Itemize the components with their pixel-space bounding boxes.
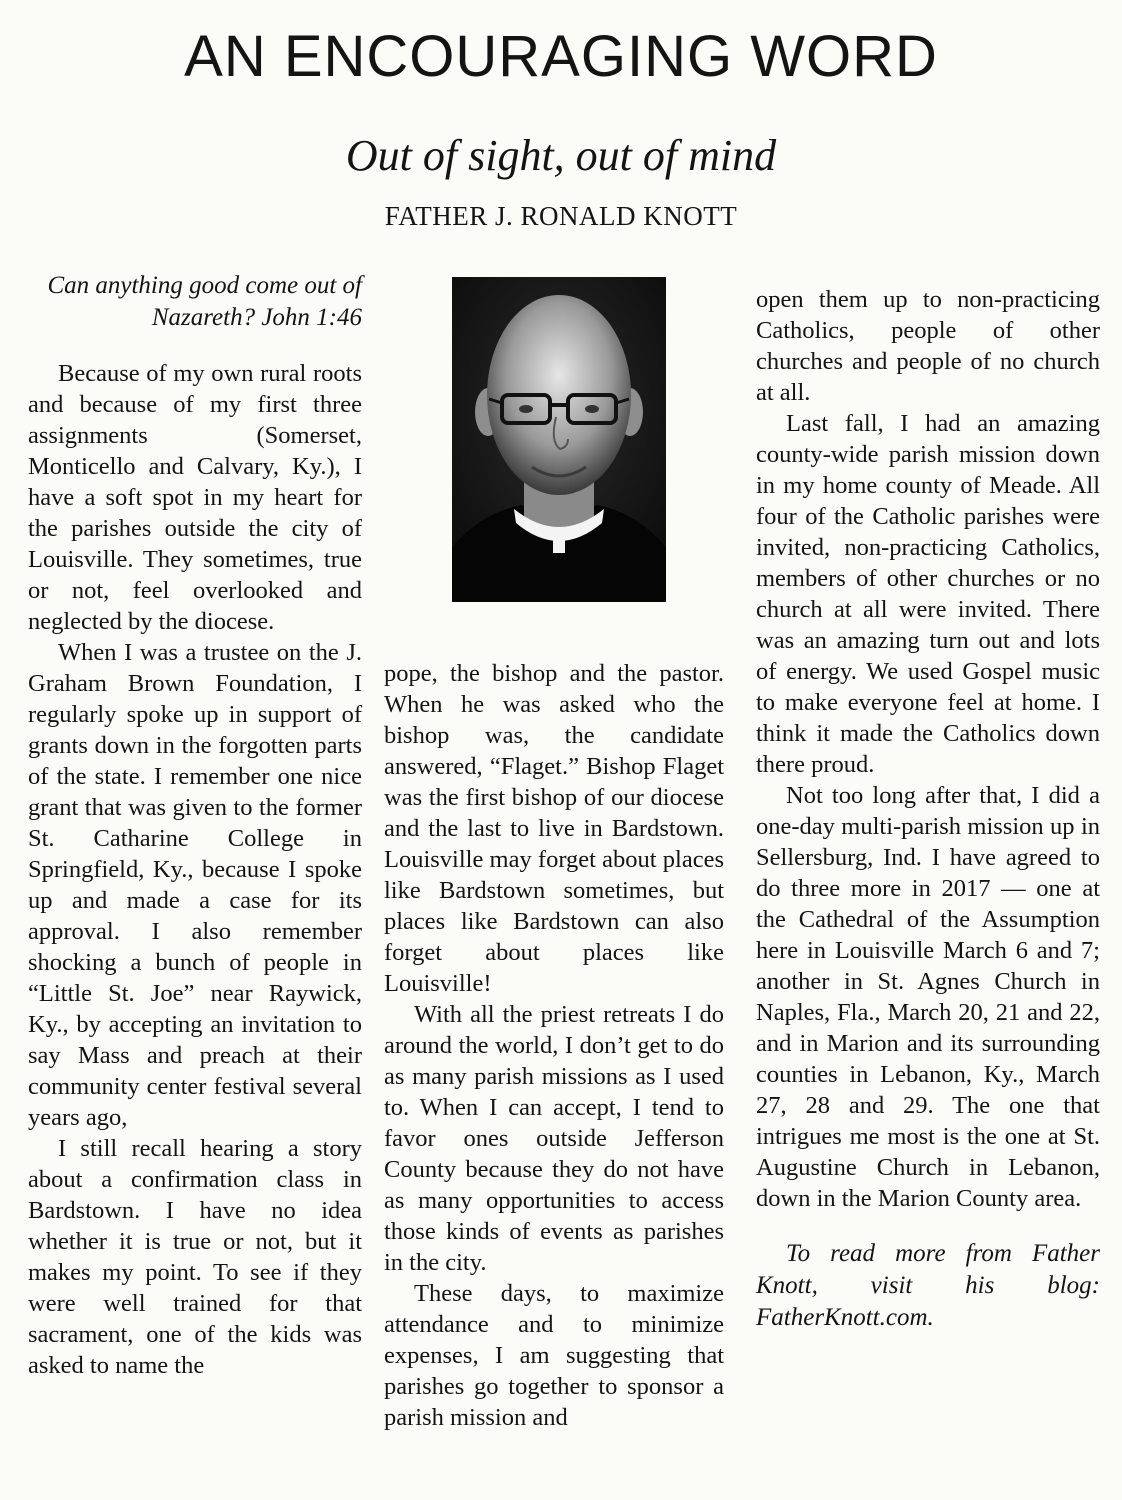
paragraph: Last fall, I had an amazing county-wide parish mission down in my home county of Meade. All four of the Catholic parishes were invited, non-practicing Catholics, members of other churches or no church at all were invited. There was an amazing turn out and lots of energy. We used Gospel music to make everyone feel at home. I think it made the Catholics down there proud. (756, 410, 1100, 778)
paragraph: Because of my own rural roots and because of my first three assignments (Somerset, Monticello and Calvary, Ky.), I have a soft spot in my heart for the parishes outside the city of Louisville. They sometimes, true or not, feel overlooked and neglected by the diocese. (28, 360, 362, 635)
paragraph: Not too long after that, I did a one-day multi-parish mission up in Sellersburg, Ind. I have agreed to do three more in 2017 — one at the Cathedral of the Assumption here in Louisville March 6 and 7; another in St. Agnes Church in Naples, Fla., March 20, 21 and 22, and in Marion and its surrounding counties in Lebanon, Ky., March 27, 28 and 29. The one that intrigues me most is the one at St. Augustine Church in Lebanon, down in the Marion County area. (756, 782, 1100, 1212)
paragraph: I still recall hearing a story about a confirmation class in Bardstown. I have no idea whether it is true or not, but it makes my point. To see if they were well trained for that sacrament, one of the kids was asked to name the (28, 1135, 362, 1379)
paragraph: pope, the bishop and the pastor. When he was asked who the bishop was, the candidate answered, “Flaget.” Bishop Flaget was the first bishop of our diocese and the last to live in Bardstown. Louisville may forget about places like Bardstown sometimes, but places like Bardstown can also forget about places like Louisville! (384, 660, 724, 997)
blog-note: To read more from Father Knott, visit his blog: FatherKnott.com. (756, 1240, 1100, 1331)
portrait-illustration (452, 277, 666, 602)
author-photo (452, 277, 666, 602)
column-title: AN ENCOURAGING WORD (184, 24, 938, 89)
paragraph: open them up to non-practicing Catholics, people of other churches and people of no church at all. (756, 286, 1100, 406)
paragraph: With all the priest retreats I do around the world, I don’t get to do as many parish missions as I used to. When I can accept, I tend to favor ones outside Jefferson County because they do not have as many opportunities to access those kinds of events as parishes in the city. (384, 1001, 724, 1276)
article-column-1 (28, 270, 362, 1381)
article-title: Out of sight, out of mind (345, 131, 777, 180)
paragraph: These days, to maximize attendance and to minimize expenses, I am suggesting that parishes go together to sponsor a parish mission and (384, 1280, 724, 1431)
epigraph: Can anything good come out of Nazareth? John 1:46 (47, 272, 362, 331)
author-byline: FATHER J. RONALD KNOTT (384, 201, 738, 231)
article-column-2 (384, 658, 724, 1433)
article-column-3 (756, 284, 1100, 1334)
paragraph: When I was a trustee on the J. Graham Brown Foundation, I regularly spoke up in support of grants down in the forgotten parts of the state. I remember one nice grant that was given to the former St. Catharine College in Springfield, Ky., because I spoke up and made a case for its approval. I also remember shocking a bunch of people in “Little St. Joe” near Raywick, Ky., by accepting an invitation to say Mass and preach at their community center festival several years ago, (28, 639, 362, 1131)
